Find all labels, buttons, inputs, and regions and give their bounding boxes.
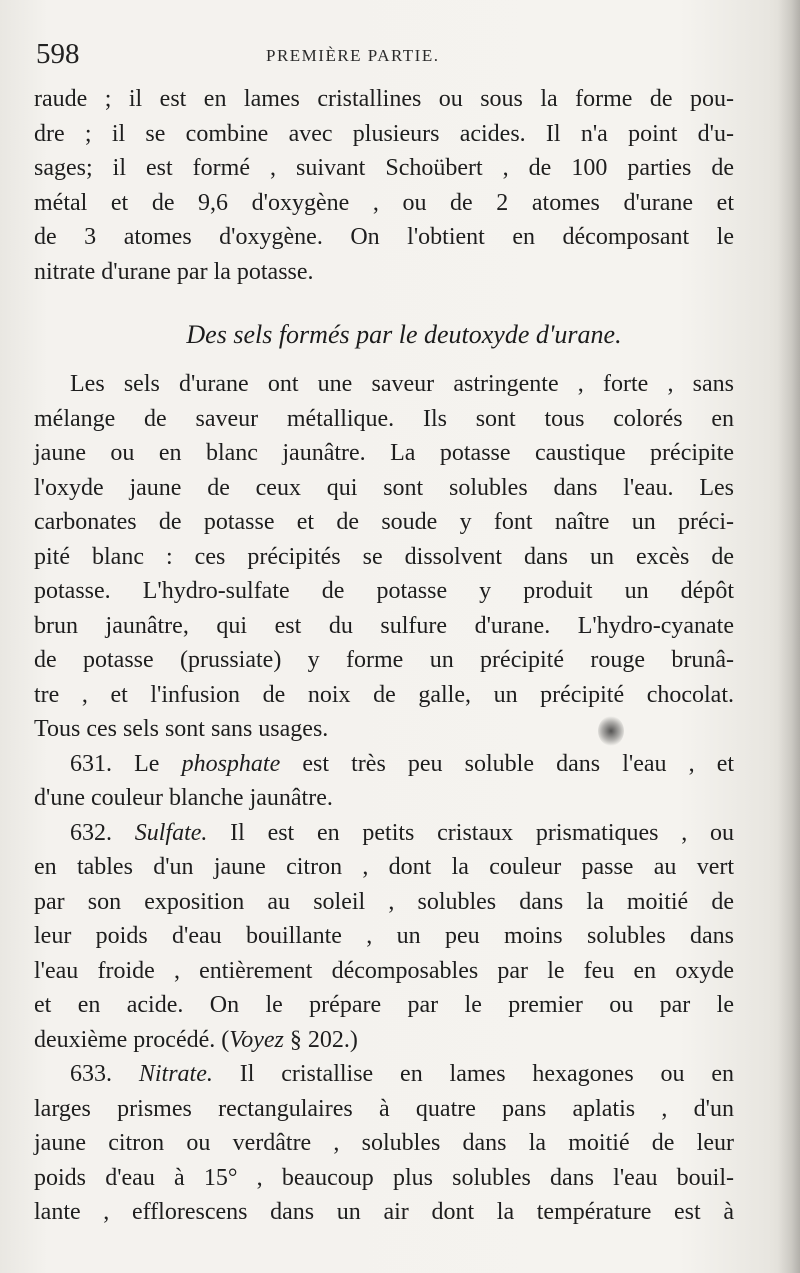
article-text: est très peu soluble dans l'eau , et bbox=[302, 750, 735, 777]
article-number: 632. bbox=[70, 819, 112, 846]
text-line bbox=[34, 1023, 734, 1058]
article-631 bbox=[34, 747, 734, 782]
page-number: 598 bbox=[36, 38, 80, 70]
text-line: poids d'eau à 15° , beaucoup plus solubles dans l'eau bouil- bbox=[34, 1164, 734, 1191]
text-line: l'eau froide , entièrement décomposables par le feu en oxyde bbox=[34, 957, 734, 984]
text-line: potasse. L'hydro-sulfate de potasse y produit un dépôt bbox=[34, 578, 734, 604]
text-line: de 3 atomes d'oxygène. On l'obtient en décomposant le bbox=[34, 224, 734, 250]
text-line: l'oxyde jaune de ceux qui sont solubles dans l'eau. Les bbox=[34, 474, 734, 501]
article-633 bbox=[34, 1057, 734, 1092]
cross-reference: Voyez bbox=[229, 1026, 284, 1053]
article-number: 631. bbox=[70, 750, 112, 777]
article-term: Nitrate. bbox=[138, 1061, 213, 1087]
text-line: brun jaunâtre, qui est du sulfure d'urane. L'hydro-cyanate bbox=[34, 612, 734, 639]
text-line: jaune citron ou verdâtre , solubles dans la moitié de leur bbox=[34, 1130, 734, 1156]
article-term: Sulfate. bbox=[134, 819, 208, 846]
text-line: carbonates de potasse et de soude y font naître un préci- bbox=[34, 509, 734, 535]
text-line: tre , et l'infusion de noix de galle, un précipité chocolat. bbox=[34, 681, 734, 708]
article-text: Le bbox=[134, 750, 160, 777]
article-text: Il est en petits cristaux prismatiques , ou bbox=[230, 819, 734, 846]
text-line: de potasse (prussiate) y forme un précipité rouge brunâ- bbox=[34, 647, 734, 673]
text-line: raude ; il est en lames cristallines ou sous la forme de pou- bbox=[34, 86, 734, 112]
text-line: et en acide. On le prépare par le premier ou par le bbox=[34, 992, 734, 1018]
text-line: nitrate d'urane par la potasse. bbox=[34, 258, 314, 285]
section-heading: Des sels formés par le deutoxyde d'urane. bbox=[186, 320, 622, 349]
text-line: d'une couleur blanche jaunâtre. bbox=[34, 785, 333, 811]
text-line: par son exposition au soleil , solubles dans la moitié de bbox=[34, 888, 734, 915]
article-number: 633. bbox=[70, 1061, 112, 1087]
page-header bbox=[36, 34, 736, 74]
text-line: sages; il est formé , suivant Schoübert , de 100 parties de bbox=[34, 155, 734, 181]
text-line: mélange de saveur métallique. Ils sont tous colorés en bbox=[34, 405, 734, 432]
page-edge-shadow bbox=[778, 0, 800, 1273]
article-term: phosphate bbox=[181, 750, 281, 777]
text-line: jaune ou en blanc jaunâtre. La potasse caustique précipite bbox=[34, 440, 734, 466]
page-text bbox=[34, 82, 734, 1230]
article-text: Il cristallise en lames hexagones ou en bbox=[239, 1061, 735, 1087]
text-line: Tous ces sels sont sans usages. bbox=[34, 716, 329, 742]
text-line: en tables d'un jaune citron , dont la couleur passe au vert bbox=[34, 854, 734, 880]
text-line: lante , efflorescens dans un air dont la température est à bbox=[34, 1199, 734, 1225]
article-text: § 202.) bbox=[289, 1026, 358, 1053]
text-line: dre ; il se combine avec plusieurs acides. Il n'a point d'u- bbox=[34, 120, 734, 147]
text-line: leur poids d'eau bouillante , un peu moins solubles dans bbox=[34, 923, 734, 949]
article-632 bbox=[34, 816, 734, 851]
article-text: deuxième procédé. ( bbox=[34, 1026, 230, 1053]
text-line: métal et de 9,6 d'oxygène , ou de 2 atomes d'urane et bbox=[34, 189, 734, 216]
running-head: PREMIÈRE PARTIE. bbox=[266, 46, 440, 65]
text-line: Les sels d'urane ont une saveur astringente , forte , sans bbox=[70, 371, 734, 397]
text-line: larges prismes rectangulaires à quatre pans aplatis , d'un bbox=[34, 1095, 734, 1122]
text-line: pité blanc : ces précipités se dissolvent dans un excès de bbox=[34, 543, 734, 570]
